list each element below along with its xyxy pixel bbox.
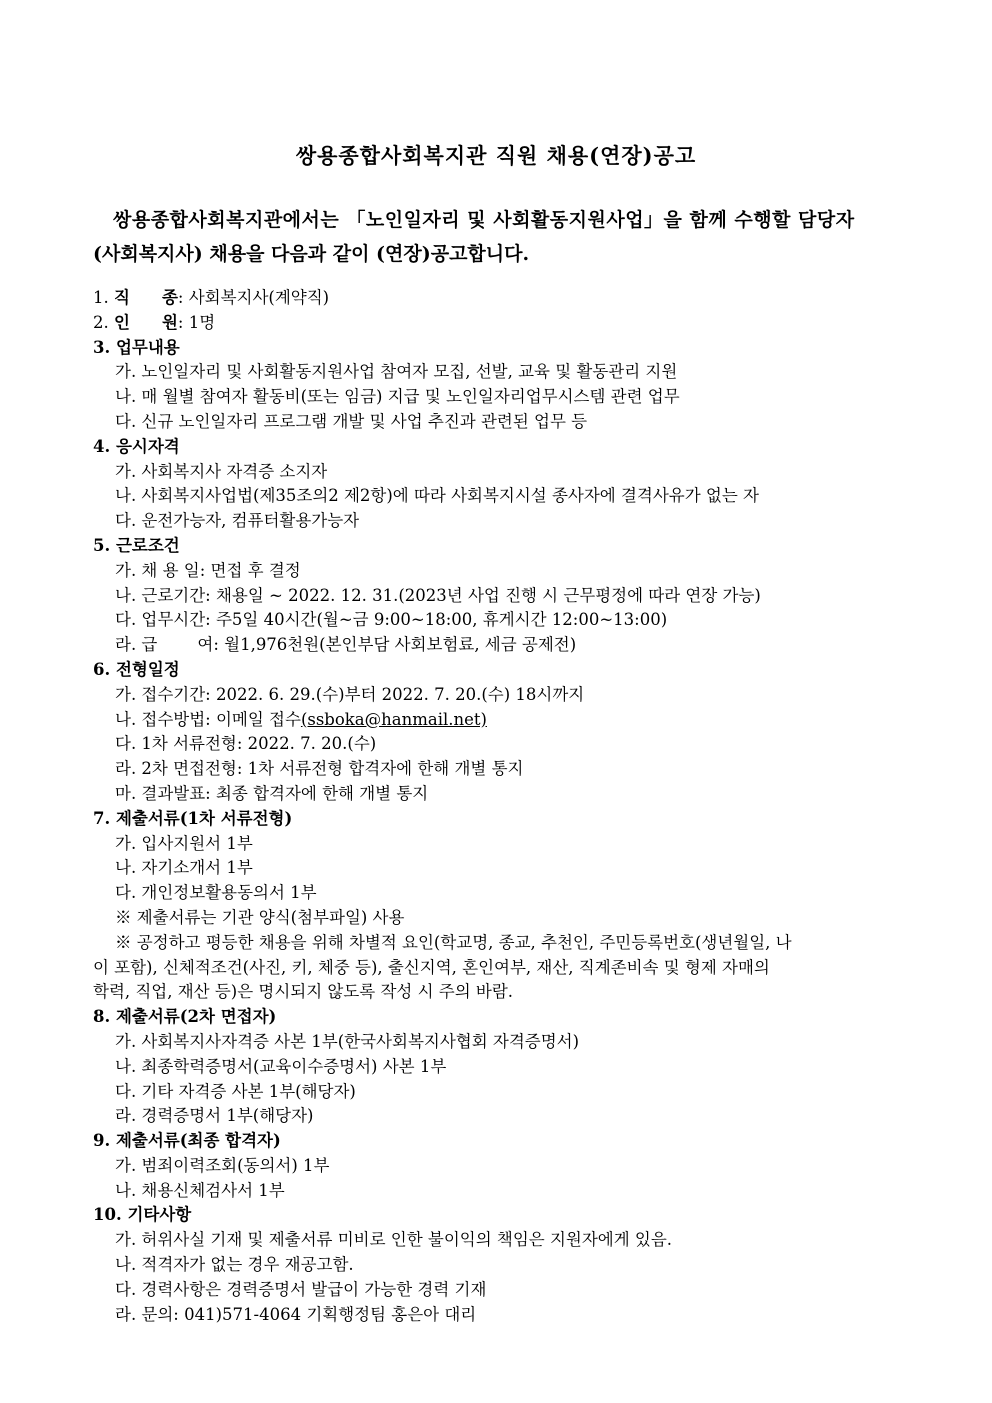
section-2-headcount [93,311,903,336]
section-5-item: 다. 업무시간: 주5일 40시간(월~금 9:00~18:00, 휴게시간 12:00~13:00) [115,610,668,630]
section-6-item: 라. 2차 면접전형: 1차 서류전형 합격자에 한해 개별 통지 [115,759,524,779]
section-9-heading: 9. 제출서류(최종 합격자) [93,1131,281,1151]
section-5-heading: 5. 근로조건 [93,535,180,555]
section-1-number: 1. [93,288,109,307]
section-4-item: 가. 사회복지사 자격증 소지자 [115,461,328,481]
section-8-item: 라. 경력증명서 1부(해당자) [115,1106,314,1126]
section-2-label-a: 인 [114,312,130,332]
section-10-heading: 10. 기타사항 [93,1205,192,1225]
salary-prefix: 라. 급 [115,635,158,655]
section-6-heading: 6. 전형일정 [93,659,180,679]
salary-label: 여 [197,635,214,655]
section-7-item: 가. 입사지원서 1부 [115,833,253,853]
section-5-item: 나. 근로기간: 채용일 ~ 2022. 12. 31.(2023년 사업 진행 시 근무평정에 따라 연장 가능) [115,585,761,605]
application-method: 나. 접수방법: 이메일 접수 [115,709,301,729]
section-7-item: 다. 개인정보활용동의서 1부 [115,883,317,903]
section-9-item: 나. 채용신체검사서 1부 [115,1180,285,1200]
section-7-heading: 7. 제출서류(1차 서류전형) [93,808,293,828]
salary-value: : 월1,976천원(본인부담 사회보험료, 세금 공제전) [213,635,577,655]
section-5-item-salary [93,633,903,658]
intro-line-1: 쌍용종합사회복지관에서는 「노인일자리 및 사회활동지원사업」을 함께 수행할 담당자 [113,209,855,231]
section-2-value: : 1명 [177,312,216,332]
section-9-item: 가. 범죄이력조회(동의서) 1부 [115,1155,330,1175]
section-1-label-a: 직 [114,288,130,307]
section-5-item: 가. 채 용 일: 면접 후 결정 [115,560,301,580]
section-2-number: 2. [93,312,109,332]
section-3-item: 다. 신규 노인일자리 프로그램 개발 및 사업 추진과 관련된 업무 등 [115,411,588,431]
intro-line-2: (사회복지사) 채용을 다음과 같이 (연장)공고합니다. [93,243,530,265]
section-6-item: 가. 접수기간: 2022. 6. 29.(수)부터 2022. 7. 20.(수) 18시까지 [115,684,585,704]
section-7-note-line-3: 학력, 직업, 재산 등)은 명시되지 않도록 작성 시 주의 바람. [93,982,514,1002]
section-10-item: 가. 허위사실 기재 및 제출서류 미비로 인한 불이익의 책임은 지원자에게 있음. [115,1230,673,1250]
section-10-item: 나. 적격자가 없는 경우 재공고함. [115,1255,354,1275]
section-2-label-b: 원 [161,312,178,332]
section-6-item-application [93,708,903,733]
section-7-note-line-2: 이 포함), 신체적조건(사진, 키, 체중 등), 출신지역, 혼인여부, 재산, 직계존비속 및 형제 자매의 [93,957,770,977]
section-6-item: 마. 결과발표: 최종 합격자에 한해 개별 통지 [115,783,429,803]
section-8-item: 다. 기타 자격증 사본 1부(해당자) [115,1081,356,1101]
section-1-label-b: 종 [161,288,178,307]
section-1-position [93,286,903,311]
section-1-value: : 사회복지사(계약직) [177,288,330,307]
section-3-heading: 3. 업무내용 [93,337,180,357]
section-4-item: 나. 사회복지사업법(제35조의2 제2항)에 따라 사회복지시설 종사자에 결격사유가 없는 자 [115,486,759,506]
email-link[interactable]: (ssboka@hanmail.net) [300,709,487,729]
section-4-item: 다. 운전가능자, 컴퓨터활용가능자 [115,511,360,531]
section-7-item: 나. 자기소개서 1부 [115,858,253,878]
section-4-heading: 4. 응시자격 [93,436,180,456]
section-3-item: 가. 노인일자리 및 사회활동지원사업 참여자 모집, 선발, 교육 및 활동관리 지원 [115,362,678,382]
section-7-note: ※ 제출서류는 기관 양식(첨부파일) 사용 [115,907,405,927]
document-title: 쌍용종합사회복지관 직원 채용(연장)공고 [295,143,697,168]
section-7-note-line-1: ※ 공정하고 평등한 채용을 위해 차별적 요인(학교명, 종교, 추천인, 주민등록번호(생년월일, 나 [115,932,792,952]
section-8-item: 가. 사회복지사자격증 사본 1부(한국사회복지사협회 자격증명서) [115,1031,580,1051]
intro-paragraph [93,203,899,271]
section-10-item-contact: 라. 문의: 041)571-4064 기획행정팀 홍은아 대리 [115,1304,477,1324]
section-8-heading: 8. 제출서류(2차 면접자) [93,1007,277,1027]
section-6-item: 다. 1차 서류전형: 2022. 7. 20.(수) [115,734,377,754]
section-3-item: 나. 매 월별 참여자 활동비(또는 임금) 지급 및 노인일자리업무시스템 관련 업무 [115,387,680,407]
section-10-item: 다. 경력사항은 경력증명서 발급이 가능한 경력 기재 [115,1279,487,1299]
document-body [93,286,903,1327]
section-8-item: 나. 최종학력증명서(교육이수증명서) 사본 1부 [115,1056,447,1076]
